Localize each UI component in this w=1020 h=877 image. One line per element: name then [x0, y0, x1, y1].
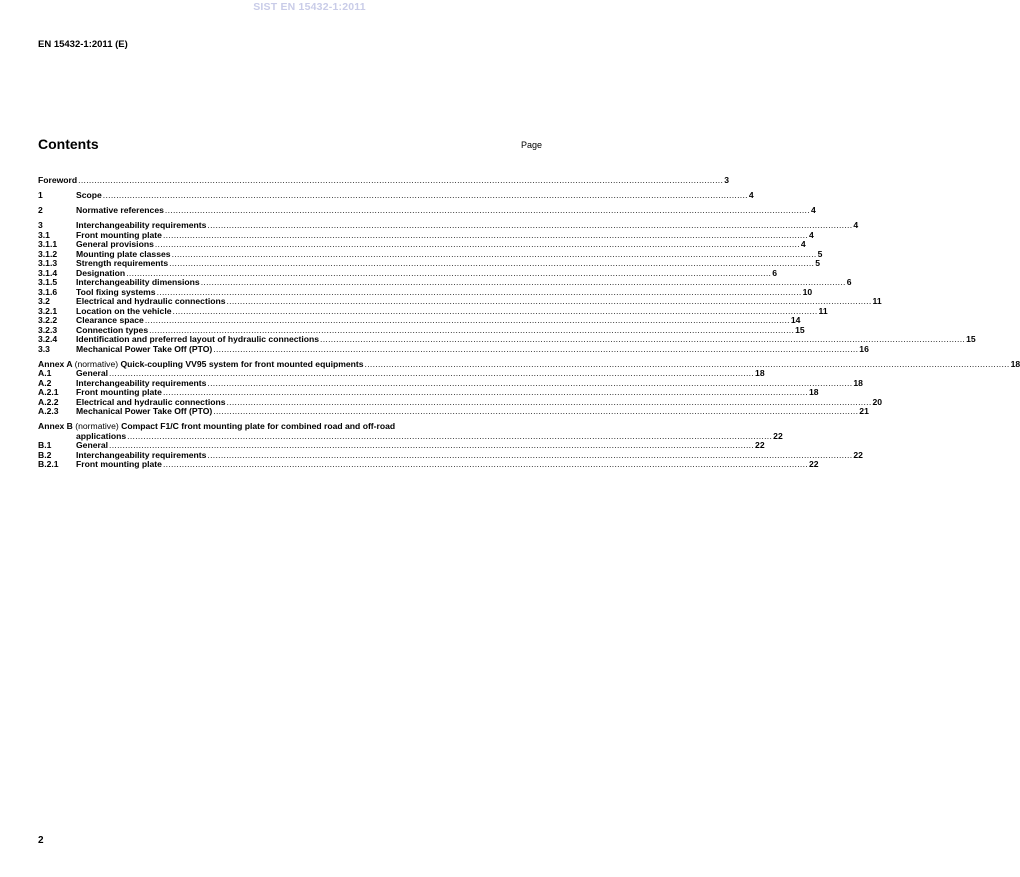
- toc-title: Mounting plate classes: [76, 248, 171, 259]
- toc-title: Tool fixing systems: [76, 286, 156, 297]
- toc-title: Foreword: [38, 175, 78, 185]
- toc-entry-3-3[interactable]: [38, 343, 869, 355]
- toc-number: 1: [38, 190, 43, 200]
- annex-qualifier: (normative): [74, 358, 119, 369]
- toc-entry-b-2-1[interactable]: [38, 459, 819, 470]
- toc-number: A.2.1: [38, 387, 59, 397]
- toc-number: 3.1.4: [38, 267, 58, 278]
- toc-number: 3.1.1: [38, 239, 58, 249]
- toc-title: Electrical and hydraulic connections: [76, 296, 226, 306]
- toc-page: 15: [966, 334, 976, 344]
- toc-page: 11: [818, 305, 828, 316]
- toc-number: A.2: [38, 377, 52, 388]
- toc-number: 3.2.1: [38, 305, 58, 316]
- toc-leader: [163, 460, 808, 470]
- toc-title: Interchangeability requirements: [76, 377, 207, 388]
- toc-leader: [103, 191, 748, 201]
- toc-page: 6: [846, 277, 852, 287]
- toc-page: 4: [800, 239, 806, 249]
- watermark: SIST EN 15432-1:2011: [253, 1, 366, 13]
- toc-number: 3.1.6: [38, 286, 58, 297]
- toc-number: A.2.2: [38, 396, 59, 407]
- annex-title-continued: applications: [76, 430, 127, 441]
- toc-number: 2: [38, 205, 43, 215]
- toc-page: 22: [853, 449, 863, 460]
- toc-page: 4: [853, 220, 859, 230]
- toc-number: B.2: [38, 449, 52, 460]
- toc-page: 14: [790, 315, 801, 325]
- toc-title: Clearance space: [76, 315, 144, 325]
- toc-leader: [213, 407, 858, 417]
- toc-title: General provisions: [76, 239, 154, 249]
- toc-page: 4: [808, 229, 814, 240]
- toc-number: 3.2.4: [38, 334, 58, 344]
- toc-number: 3: [38, 220, 43, 230]
- toc-title: Identification and preferred layout of hydraulic connections: [76, 334, 320, 344]
- toc-number: 3.3: [38, 343, 50, 354]
- toc-title: Scope: [76, 190, 102, 200]
- toc-title: Mechanical Power Take Off (PTO): [76, 343, 213, 354]
- toc-page: 22: [808, 459, 819, 469]
- toc-number: 3.2.3: [38, 324, 58, 335]
- toc-number: B.2.1: [38, 459, 59, 469]
- toc-title: Location on the vehicle: [76, 305, 172, 316]
- toc-number: 3.2.2: [38, 315, 58, 325]
- toc-page: 6: [772, 267, 777, 278]
- annex-title: Quick-coupling VV95 system for front mounted equipments: [120, 358, 364, 369]
- toc-number: A.1: [38, 368, 52, 378]
- toc-title: Mechanical Power Take Off (PTO): [76, 406, 213, 416]
- toc-number: 3.1: [38, 229, 50, 240]
- toc-number: A.2.3: [38, 406, 59, 416]
- contents-title: Contents: [38, 136, 99, 152]
- annex-title: Compact F1/C front mounting plate for combined road and off-road: [121, 421, 396, 431]
- toc-number: 3.1.2: [38, 248, 58, 259]
- toc-leader: [213, 345, 858, 355]
- toc-number: B.1: [38, 440, 52, 450]
- toc-title: Front mounting plate: [76, 459, 162, 469]
- toc-title: Connection types: [76, 324, 149, 335]
- toc-leader: [165, 206, 810, 216]
- toc-page: 21: [859, 406, 869, 416]
- toc-title: Interchangeability requirements: [76, 220, 207, 230]
- toc-title: Normative references: [76, 205, 164, 215]
- toc-page: 18: [853, 377, 863, 388]
- toc-number: 3.1.3: [38, 258, 58, 268]
- toc-number: 3.1.5: [38, 277, 58, 287]
- table-of-contents: [38, 175, 1020, 470]
- toc-entry-a-2-3[interactable]: [38, 406, 869, 417]
- toc-title: Front mounting plate: [76, 229, 162, 240]
- toc-page: 5: [817, 248, 823, 259]
- toc-page: 5: [815, 258, 820, 268]
- page-number: 2: [38, 835, 44, 846]
- toc-page: 4: [810, 205, 816, 215]
- toc-page: 22: [755, 440, 765, 450]
- annex-label: Annex A: [38, 358, 73, 369]
- toc-page: 15: [795, 324, 805, 335]
- document-id: EN 15432-1:2011 (E): [38, 39, 128, 50]
- toc-page: 16: [859, 343, 869, 354]
- toc-page: 22: [773, 430, 783, 441]
- page-column-label: Page: [521, 140, 543, 150]
- toc-page: 20: [872, 396, 883, 407]
- toc-page: 11: [872, 296, 882, 306]
- annex-qualifier: (normative): [75, 421, 119, 431]
- toc-leader: [78, 176, 723, 186]
- toc-page: 10: [802, 286, 813, 297]
- toc-title: Strength requirements: [76, 258, 169, 268]
- toc-title: Designation: [76, 267, 126, 278]
- toc-entry-2[interactable]: [38, 205, 816, 216]
- toc-page: 4: [748, 190, 754, 200]
- toc-title: Front mounting plate: [76, 387, 162, 397]
- toc-number: 3.2: [38, 296, 50, 306]
- toc-page: 18: [755, 368, 765, 378]
- toc-title: Interchangeability dimensions: [76, 277, 200, 287]
- toc-title: General: [76, 368, 109, 378]
- toc-entry-foreword[interactable]: [38, 175, 729, 186]
- toc-page: 18: [808, 387, 819, 397]
- toc-title: General: [76, 440, 109, 450]
- toc-page: 18: [1010, 358, 1020, 369]
- toc-title: Interchangeability requirements: [76, 449, 207, 460]
- toc-title: Electrical and hydraulic connections: [76, 396, 226, 407]
- toc-page: 3: [724, 175, 729, 185]
- toc-entry-1[interactable]: [38, 190, 754, 201]
- annex-label: Annex B: [38, 421, 73, 431]
